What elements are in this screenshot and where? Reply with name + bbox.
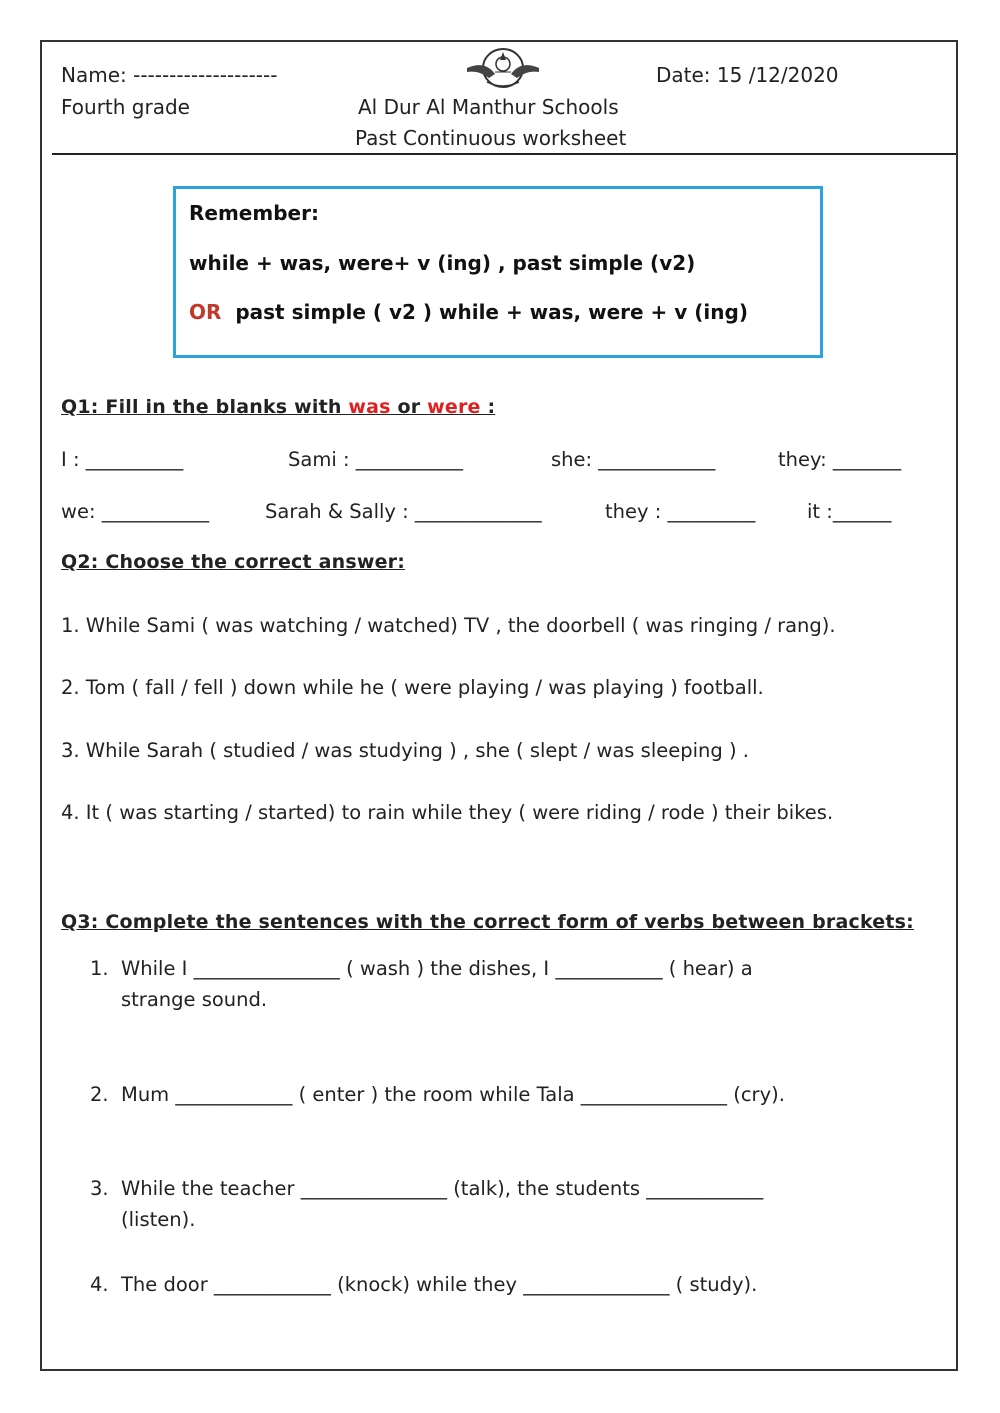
name-field: Name: -------------------- [61,63,278,87]
q1-blank-sarah-sally[interactable]: Sarah & Sally : _____________ [265,500,542,523]
q3-item-1-line-2: strange sound. [121,988,268,1011]
q2-item-4: 4. It ( was starting / started) to rain while they ( were riding / rode ) their bikes. [61,801,834,824]
q2-item-3: 3. While Sarah ( studied / was studying ) , she ( slept / was sleeping ) . [61,739,749,762]
q2-heading: Q2: Choose the correct answer: [61,551,406,573]
q1-was: was [348,396,391,418]
grade-label: Fourth grade [61,95,190,119]
q1-blank-they[interactable]: they: _______ [778,448,902,471]
q3-item-1-line-1[interactable]: While I _______________ ( wash ) the dishes, I ___________ ( hear) a [121,957,753,980]
q3-item-3-line-1[interactable]: While the teacher _______________ (talk), the students ____________ [121,1177,764,1200]
q3-item-4-line-1[interactable]: The door ____________ (knock) while they _______________ ( study). [121,1273,758,1296]
q3-item-2-line-1[interactable]: Mum ____________ ( enter ) the room while Tala _______________ (cry). [121,1083,785,1106]
q1-heading [61,396,495,418]
q3-heading: Q3: Complete the sentences with the correct form of verbs between brackets: [61,911,914,933]
q1-blank-they-2[interactable]: they : _________ [605,500,756,523]
q1-or: or [390,396,428,418]
q1-blank-we[interactable]: we: ___________ [61,500,209,523]
remember-title: Remember: [189,201,319,225]
q2-item-1: 1. While Sami ( was watching / watched) TV , the doorbell ( was ringing / rang). [61,614,836,637]
header-divider [52,153,956,155]
q1-were: were [427,396,488,418]
remember-rule-1: while + was, were+ v (ing) , past simple (v2) [189,251,696,275]
q1-heading-prefix: Q1: Fill in the blanks with [61,396,349,418]
q3-item-3-line-2: (listen). [121,1208,196,1231]
remember-rule-2-text: past simple ( v2 ) while + was, were + v (ing) [235,300,748,324]
q3-item-4-number: 4. [90,1273,109,1296]
q1-blank-sami[interactable]: Sami : ___________ [288,448,463,471]
q3-item-1-number: 1. [90,957,109,980]
q2-item-2: 2. Tom ( fall / fell ) down while he ( were playing / was playing ) football. [61,676,764,699]
q3-item-2-number: 2. [90,1083,109,1106]
or-label: OR [189,300,222,324]
date-label: Date: 15 /12/2020 [656,63,839,87]
q1-blank-she[interactable]: she: ____________ [551,448,716,471]
q1-blank-i[interactable]: I : __________ [61,448,184,471]
school-logo-icon [465,44,541,90]
remember-rule-2 [189,300,748,324]
q1-colon: : [487,396,496,418]
school-name: Al Dur Al Manthur Schools [358,95,619,119]
worksheet-subtitle: Past Continuous worksheet [355,126,627,150]
q3-item-3-number: 3. [90,1177,109,1200]
q1-blank-it[interactable]: it :______ [807,500,892,523]
